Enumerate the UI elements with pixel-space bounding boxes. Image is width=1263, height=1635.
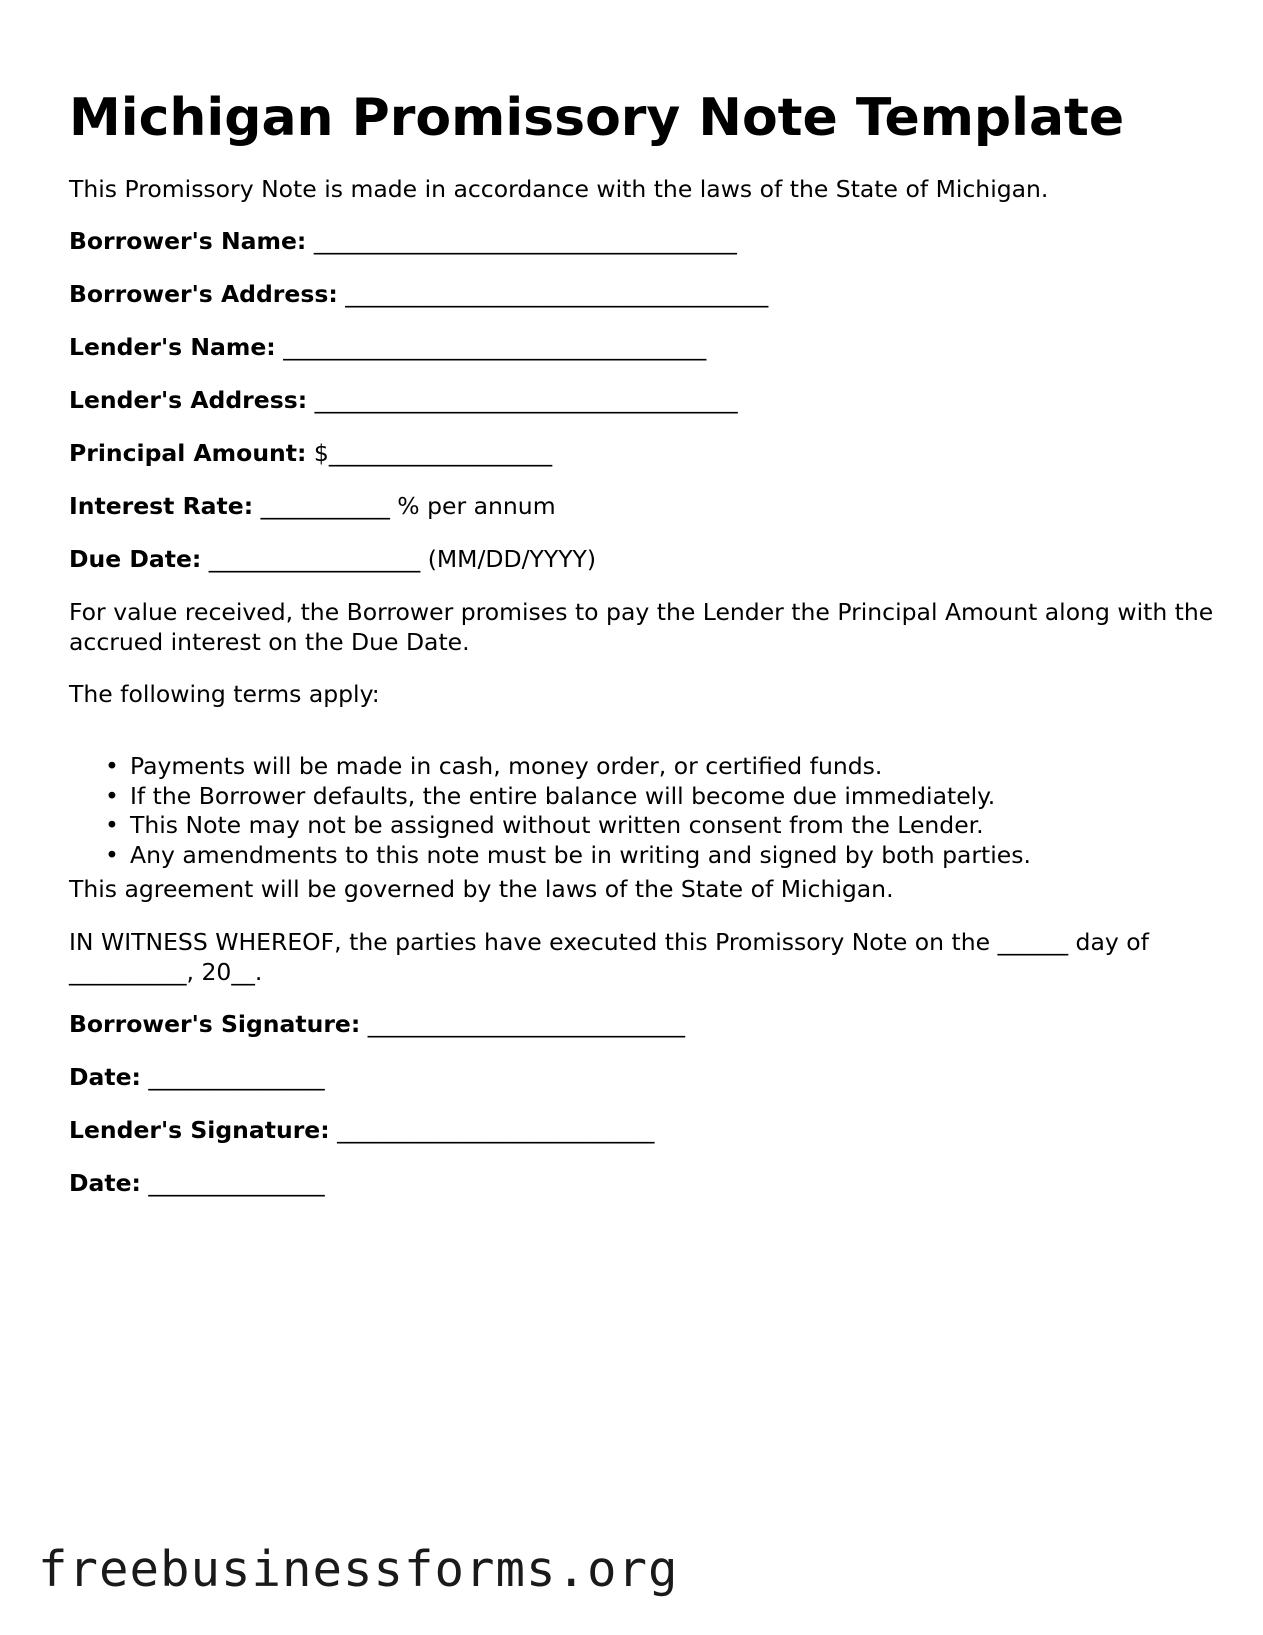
lender-signature-label: Lender's Signature: — [69, 1116, 330, 1144]
promise-paragraph: For value received, the Borrower promises to pay the Lender the Principal Amount along with the accrued interest on the Due Date. — [69, 598, 1214, 656]
governing-law-paragraph: This agreement will be governed by the laws of the State of Michigan. — [69, 875, 894, 903]
interest-rate-field — [69, 491, 556, 521]
borrower-date-label: Date: — [69, 1063, 141, 1091]
lender-signature-field — [69, 1115, 654, 1145]
lender-date-label: Date: — [69, 1169, 141, 1197]
list-item — [69, 811, 1031, 841]
due-date-blank[interactable]: __________________ (MM/DD/YYYY) — [201, 545, 597, 573]
borrower-date-field — [69, 1062, 325, 1092]
lender-address-field — [69, 385, 738, 415]
borrower-address-field — [69, 279, 768, 309]
list-item — [69, 752, 1031, 782]
lender-name-blank[interactable]: ____________________________________ — [275, 333, 707, 361]
lender-date-blank[interactable]: _______________ — [140, 1169, 325, 1197]
interest-rate-blank[interactable]: ___________ % per annum — [253, 492, 556, 520]
borrower-address-blank[interactable]: ____________________________________ — [337, 280, 769, 308]
intro-paragraph: This Promissory Note is made in accordance with the laws of the State of Michigan. — [69, 175, 1049, 203]
term-text: Payments will be made in cash, money order, or certified funds. — [130, 752, 883, 780]
lender-name-field — [69, 332, 706, 362]
list-item — [69, 841, 1031, 871]
lender-name-label: Lender's Name: — [69, 333, 276, 361]
bullet-icon: • — [105, 840, 119, 869]
borrower-address-label: Borrower's Address: — [69, 280, 338, 308]
borrower-signature-field — [69, 1009, 685, 1039]
due-date-label: Due Date: — [69, 545, 202, 573]
bullet-icon: • — [105, 811, 119, 839]
witness-paragraph: IN WITNESS WHEREOF, the parties have executed this Promissory Note on the ______ day of __________, 20__. — [69, 928, 1149, 986]
terms-intro: The following terms apply: — [69, 680, 380, 708]
bullet-icon: • — [105, 752, 119, 780]
page-title: Michigan Promissory Note Template — [69, 88, 1125, 148]
term-text: If the Borrower defaults, the entire balance will become due immediately. — [130, 781, 996, 810]
term-text: Any amendments to this note must be in writing and signed by both parties. — [130, 840, 1031, 869]
borrower-name-field — [69, 226, 737, 256]
principal-amount-label: Principal Amount: — [69, 439, 307, 467]
borrower-date-blank[interactable]: _______________ — [140, 1063, 325, 1091]
terms-list — [69, 752, 1031, 870]
borrower-signature-blank[interactable]: ___________________________ — [360, 1010, 685, 1038]
principal-amount-blank[interactable]: $___________________ — [306, 439, 553, 467]
watermark: freebusinessforms.org — [38, 1541, 679, 1598]
lender-address-blank[interactable]: ____________________________________ — [307, 386, 738, 414]
lender-signature-blank[interactable]: ___________________________ — [329, 1116, 655, 1144]
list-item — [69, 782, 1031, 812]
borrower-name-blank[interactable]: ____________________________________ — [306, 227, 737, 255]
due-date-field — [69, 544, 596, 574]
principal-amount-field — [69, 438, 552, 468]
lender-address-label: Lender's Address: — [69, 386, 308, 414]
borrower-name-label: Borrower's Name: — [69, 227, 307, 255]
bullet-icon: • — [105, 781, 119, 810]
lender-date-field — [69, 1168, 325, 1198]
borrower-signature-label: Borrower's Signature: — [69, 1010, 361, 1038]
interest-rate-label: Interest Rate: — [69, 492, 254, 520]
term-text: This Note may not be assigned without written consent from the Lender. — [130, 811, 984, 839]
